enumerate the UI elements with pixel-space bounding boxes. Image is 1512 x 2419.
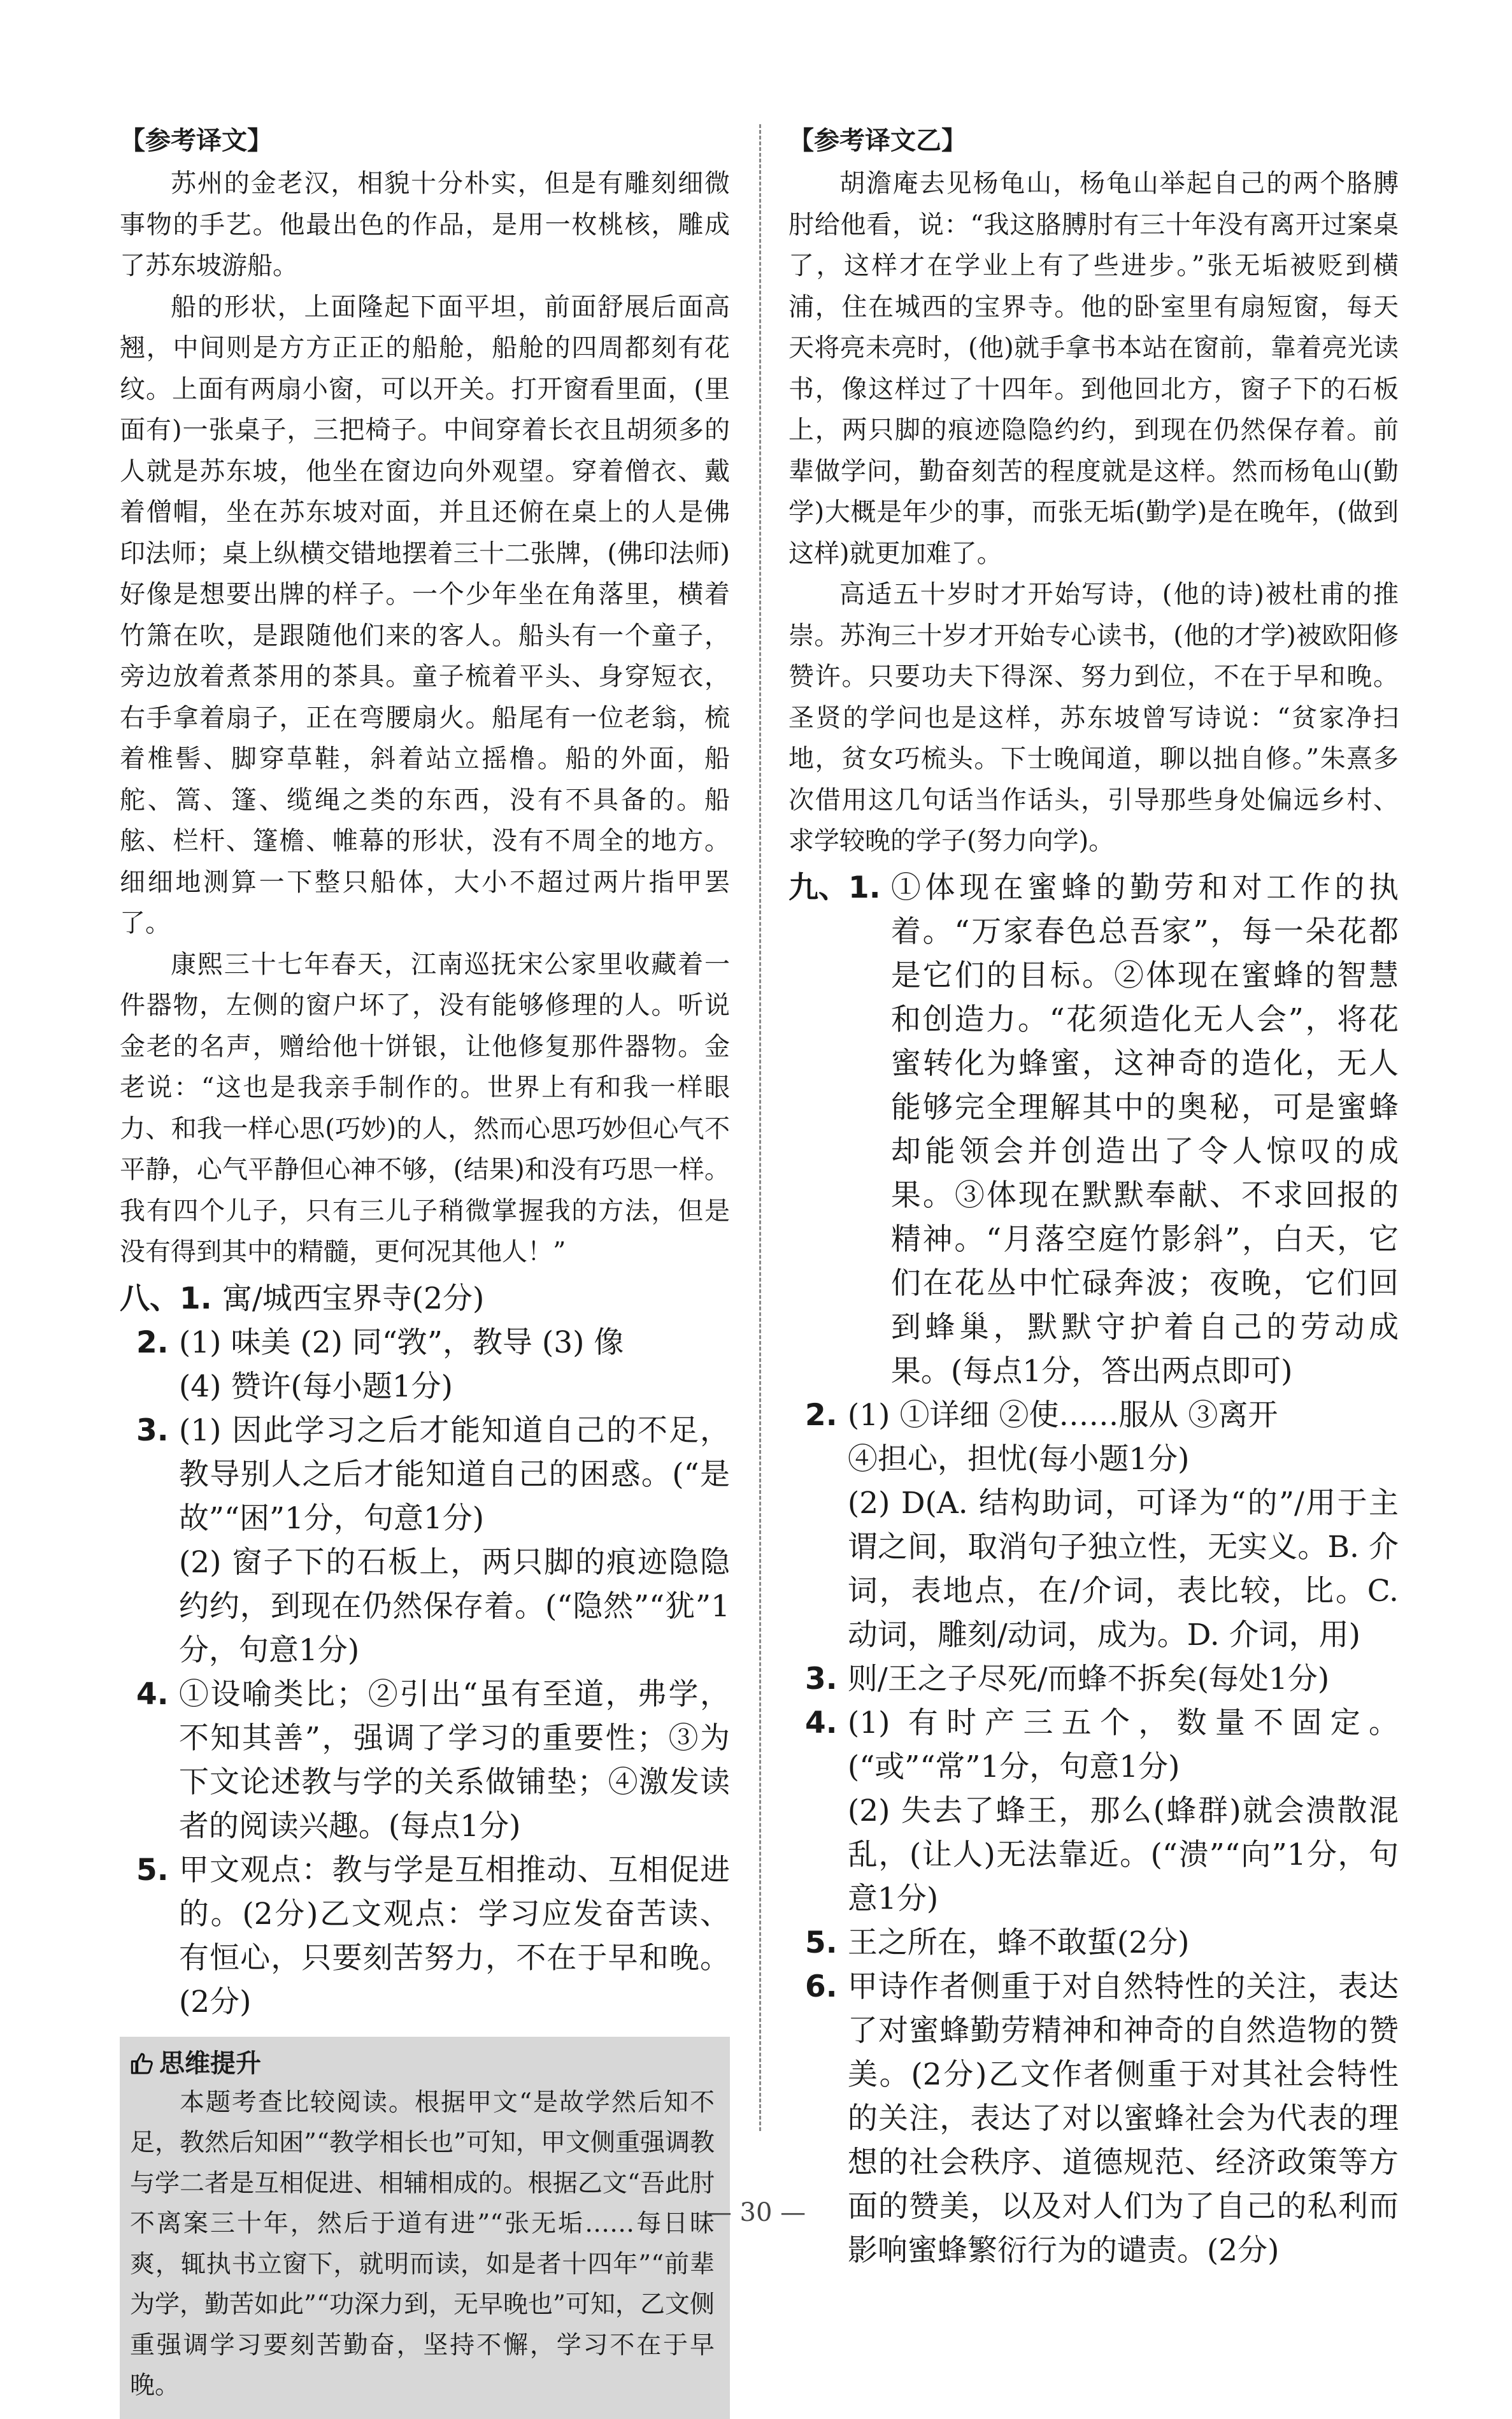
question-number: 2. <box>136 1324 179 1360</box>
answer-text: (1) ①详细 ②使……服从 ③离开 <box>847 1397 1278 1433</box>
answer-text: (1) 因此学习之后才能知道自己的不足，教导别人之后才能知道自己的困惑。(“是故”“困”1分，句意1分) <box>178 1412 730 1536</box>
section-8 <box>120 1277 730 2024</box>
question-item <box>788 866 1399 1393</box>
question-item <box>788 1921 1399 1965</box>
question-number: 1. <box>848 870 891 905</box>
answer-text: (2) D(A. 结构助词，可译为“的”/用于主谓之间，取消句子独立性，无实义。B. 介词，表地点，在/介词，表比较，比。C. 动词，雕刻/动词，成为。D. 介词，用) <box>847 1485 1399 1653</box>
column-divider <box>759 124 761 2131</box>
translation-a <box>120 121 730 1273</box>
answer-text: (1) 有时产三五个，数量不固定。(“或”“常”1分，句意1分) <box>847 1705 1399 1784</box>
translation-b-paragraph: 高适五十岁时才开始写诗，(他的诗)被杜甫的推崇。苏洵三十岁才开始专心读书，(他的才学)被欧阳修赞许。只要功夫下得深、努力到位，不在于早和晚。圣贤的学问也是这样，苏东坡曾写诗说：“贫家净扫地，贫女巧梳头。下士晚闻道，聊以拙自修。”朱熹多次借用这几句话当作话头，引导那些身处偏远乡村、求学较晚的学子(努力向学)。 <box>788 580 1399 856</box>
question-number: 3. <box>136 1412 179 1448</box>
translation-b-paragraph: 胡澹庵去见杨龟山，杨龟山举起自己的两个胳膊肘给他看，说：“我这胳膊肘有三十年没有离开过案桌了，这样才在学业上有了些进步。”张无垢被贬到横浦，住在城西的宝界寺。他的卧室里有扇短窗，每天天将亮未亮时，(他)就手拿书本站在窗前，靠着亮光读书，像这样过了十四年。到他回北方，窗子下的石板上，两只脚的痕迹隐隐约约，到现在仍然保存着。前辈做学问，勤奋刻苦的程度就是这样。然而杨龟山(勤学)大概是年少的事，而张无垢(勤学)是在晚年，(做到这样)就更加难了。 <box>788 169 1399 568</box>
answer-text: 寓/城西宝界寺(2分) <box>222 1281 485 1316</box>
question-item <box>120 1409 730 1672</box>
page-number: — 30 — <box>706 2198 806 2227</box>
answer-text: ①设喻类比；②引出“虽有至道，弗学，不知其善”，强调了学习的重要性；③为下文论述教与学的关系做铺垫；④激发读者的阅读兴趣。(每点1分) <box>178 1676 730 1844</box>
translation-a-paragraph: 船的形状，上面隆起下面平坦，前面舒展后面高翘，中间则是方方正正的船舱，船舱的四周都刻有花纹。上面有两扇小窗，可以开关。打开窗看里面，(里面有)一张桌子，三把椅子。中间穿着长衣且胡须多的人就是苏东坡，他坐在窗边向外观望。穿着僧衣、戴着僧帽，坐在苏东坡对面，并且还俯在桌上的人是佛印法师；桌上纵横交错地摆着三十二张牌，(佛印法师)好像是想要出牌的样子。一个少年坐在角落里，横着竹箫在吹，是跟随他们来的客人。船头有一个童子，旁边放着煮茶用的茶具。童子梳着平头、身穿短衣，右手拿着扇子，正在弯腰扇火。船尾有一位老翁，梳着椎髻、脚穿草鞋，斜着站立摇橹。船的外面，船舵、篙、篷、缆绳之类的东西，没有不具备的。船舷、栏杆、篷檐、帷幕的形状，没有不周全的地方。细细地测算一下整只船体，大小不超过两片指甲罢了。 <box>120 292 730 938</box>
answer-text: (4) 赞许(每小题1分) <box>178 1368 453 1404</box>
question-item <box>120 1848 730 2024</box>
translation-b-heading: 【参考译文乙】 <box>788 126 967 155</box>
question-item <box>788 1657 1399 1701</box>
section-9-label: 九、 <box>788 870 848 905</box>
answer-text: ④担心，担忧(每小题1分) <box>847 1441 1190 1477</box>
question-item <box>788 1701 1399 1921</box>
right-column <box>788 121 1399 2272</box>
translation-a-paragraph: 苏州的金老汉，相貌十分朴实，但是有雕刻细微事物的手艺。他最出色的作品，是用一枚桃核，雕成了苏东坡游船。 <box>120 169 730 280</box>
question-number: 4. <box>136 1676 179 1712</box>
thinking-box-title: 思维提升 <box>159 2048 261 2078</box>
question-number: 1. <box>180 1281 222 1316</box>
thumbs-up-hand-icon <box>130 2051 155 2076</box>
thinking-box-text: 本题考查比较阅读。根据甲文“是故学然后知不足，教然后知困”“教学相长也”可知，甲文侧重强调教与学二者是互相促进、相辅相成的。根据乙文“吾此肘不离案三十年，然后于道有进”“张无垢……每日昧爽，辄执书立窗下，就明而读，如是者十四年”“前辈为学，勤苦如此”“功深力到，无早晚也”可知，乙文侧重强调学习要刻苦勤奋，坚持不懈，学习不在于早晚。 <box>130 2088 715 2400</box>
question-number: 5. <box>805 1925 848 1960</box>
left-column <box>120 121 730 2419</box>
question-number: 3. <box>805 1661 848 1697</box>
answer-text: (2) 窗子下的石板上，两只脚的痕迹隐隐约约，到现在仍然保存着。(“隐然”“犹”1分，句意1分) <box>178 1544 730 1668</box>
question-number: 5. <box>136 1852 179 1888</box>
section-9 <box>788 866 1399 2272</box>
answer-text: 王之所在，蜂不敢蜇(2分) <box>847 1925 1190 1960</box>
answer-text: (1) 味美 (2) 同“敩”，教导 (3) 像 <box>178 1324 624 1360</box>
answer-text: 甲文观点：教与学是互相推动、互相促进的。(2分)乙文观点：学习应发奋苦读、有恒心，只要刻苦努力，不在于早和晚。(2分) <box>178 1852 730 2020</box>
question-item <box>120 1321 730 1409</box>
translation-a-paragraph: 康熙三十七年春天，江南巡抚宋公家里收藏着一件器物，左侧的窗户坏了，没有能够修理的人。听说金老的名声，赠给他十饼银，让他修复那件器物。金老说：“这也是我亲手制作的。世界上有和我一样眼力、和我一样心思(巧妙)的人，然而心思巧妙但心气不平静，心气平静但心神不够，(结果)和没有巧思一样。我有四个儿子，只有三儿子稍微掌握我的方法，但是没有得到其中的精髓，更何况其他人！” <box>120 949 730 1267</box>
thinking-box-header <box>130 2044 715 2083</box>
translation-b <box>788 121 1399 862</box>
question-item <box>120 1672 730 1848</box>
question-number: 6. <box>805 1969 848 2004</box>
answer-text: 甲诗作者侧重于对自然特性的关注，表达了对蜜蜂勤劳精神和神奇的自然造物的赞美。(2分)乙文作者侧重于对其社会特性的关注，表达了对以蜜蜂社会为代表的理想的社会秩序、道德规范、经济政策等方面的赞美，以及对人们为了自己的私利而影响蜜蜂繁衍行为的谴责。(2分) <box>847 1969 1399 2268</box>
question-item <box>788 1393 1399 1657</box>
question-number: 2. <box>805 1397 848 1433</box>
question-item <box>120 1277 730 1321</box>
translation-a-heading: 【参考译文】 <box>120 126 273 155</box>
answer-text: 则/王之子尽死/而蜂不拆矣(每处1分) <box>847 1661 1330 1697</box>
section-8-label: 八、 <box>120 1281 180 1316</box>
answer-text: (2) 失去了蜂王，那么(蜂群)就会溃散混乱，(让人)无法靠近。(“溃”“向”1分，句意1分) <box>847 1793 1399 1916</box>
answer-text: ①体现在蜜蜂的勤劳和对工作的执着。“万家春色总吾家”，每一朵花都是它们的目标。②体现在蜜蜂的智慧和创造力。“花须造化无人会”，将花蜜转化为蜂蜜，这神奇的造化，无人能够完全理解其中的奥秘，可是蜜蜂却能领会并创造出了令人惊叹的成果。③体现在默默奉献、不求回报的精神。“月落空庭竹影斜”，白天，它们在花丛中忙碌奔波；夜晚，它们回到蜂巢，默默守护着自己的劳动成果。(每点1分，答出两点即可) <box>890 870 1399 1389</box>
thinking-box <box>120 2037 730 2419</box>
question-number: 4. <box>805 1705 848 1741</box>
